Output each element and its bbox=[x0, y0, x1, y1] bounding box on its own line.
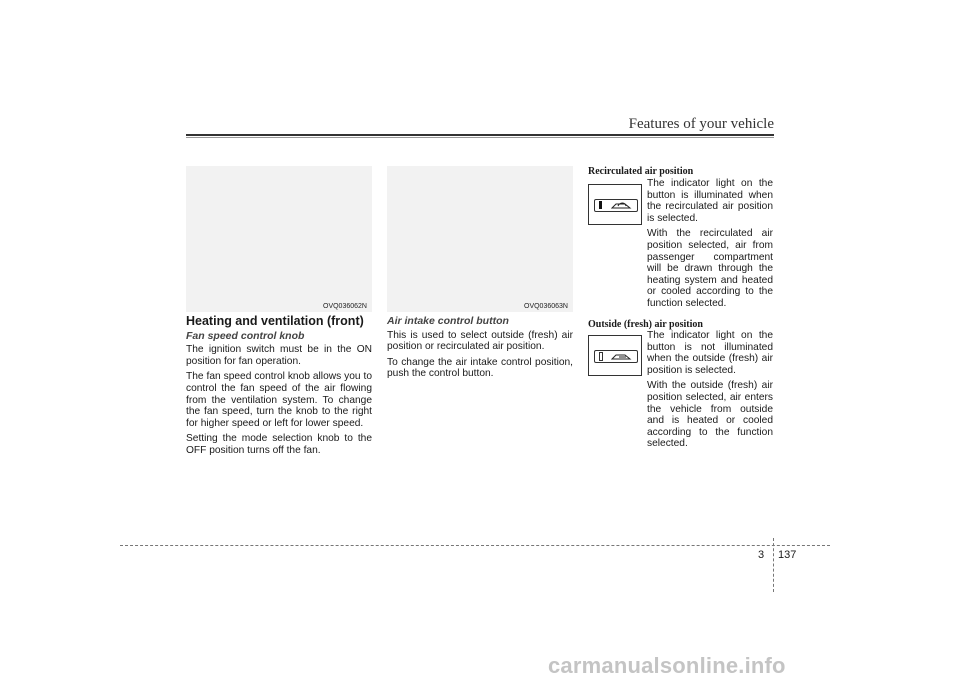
column-2 bbox=[387, 316, 573, 384]
page-header-title: Features of your vehicle bbox=[628, 116, 774, 132]
paragraph: The indicator light on the button is not illuminated when the outside (fresh) air position is selected. bbox=[647, 330, 773, 376]
paragraph: The fan speed control knob allows you to control the fan speed of the air flowing from the ventilation system. To change the fan speed, turn the knob to the right for higher speed or left for lower speed. bbox=[186, 371, 372, 429]
column-1 bbox=[186, 316, 372, 461]
button-frame bbox=[594, 199, 638, 212]
fresh-button-illustration bbox=[588, 335, 642, 376]
fresh-air-car-icon bbox=[611, 352, 633, 361]
subheading-fan-speed: Fan speed control knob bbox=[186, 329, 305, 342]
fresh-heading: Outside (fresh) air position bbox=[588, 319, 703, 330]
figure-code-1: OVQ036062N bbox=[323, 303, 367, 310]
indicator-light-on-icon bbox=[599, 201, 602, 209]
paragraph: This is used to select outside (fresh) air position or recirculated air position. bbox=[387, 329, 573, 353]
figure-air-intake bbox=[387, 166, 573, 312]
paragraph: To change the air intake control position, push the control button. bbox=[387, 356, 573, 380]
subheading-air-intake: Air intake control button bbox=[387, 315, 509, 327]
paragraph: With the outside (fresh) air position selected, air enters the vehicle from outside and is heated or cooled according to the function selected. bbox=[647, 380, 773, 450]
indicator-light-off-icon bbox=[599, 352, 603, 361]
recirculation-car-icon bbox=[611, 201, 633, 210]
paragraph: The ignition switch must be in the ON position for fan operation. bbox=[186, 344, 372, 367]
recirc-button-illustration bbox=[588, 184, 642, 225]
page-number: 137 bbox=[778, 549, 797, 561]
paragraph: The indicator light on the button is illuminated when the recirculated air position is selected. bbox=[647, 178, 773, 224]
fresh-text bbox=[647, 330, 773, 454]
button-frame bbox=[594, 350, 638, 363]
paragraph: Setting the mode selection knob to the OFF position turns off the fan. bbox=[186, 433, 372, 456]
recirc-text bbox=[647, 178, 773, 314]
header-rule bbox=[186, 134, 774, 136]
section-number: 3 bbox=[758, 549, 765, 561]
paragraph: With the recirculated air position selected, air from passenger compartment will be drawn through the heating system and heated or cooled according to the function selected. bbox=[647, 228, 773, 309]
figure-fan-knob bbox=[186, 166, 372, 312]
figure-code-2: OVQ036063N bbox=[524, 303, 568, 310]
header-rule-thin bbox=[186, 137, 774, 138]
footer-divider bbox=[773, 538, 774, 592]
watermark: carmanualsonline.info bbox=[548, 653, 786, 678]
recirc-heading: Recirculated air position bbox=[588, 166, 694, 177]
footer-rule bbox=[120, 545, 830, 546]
section-heading: Heating and ventilation (front) bbox=[186, 314, 364, 328]
